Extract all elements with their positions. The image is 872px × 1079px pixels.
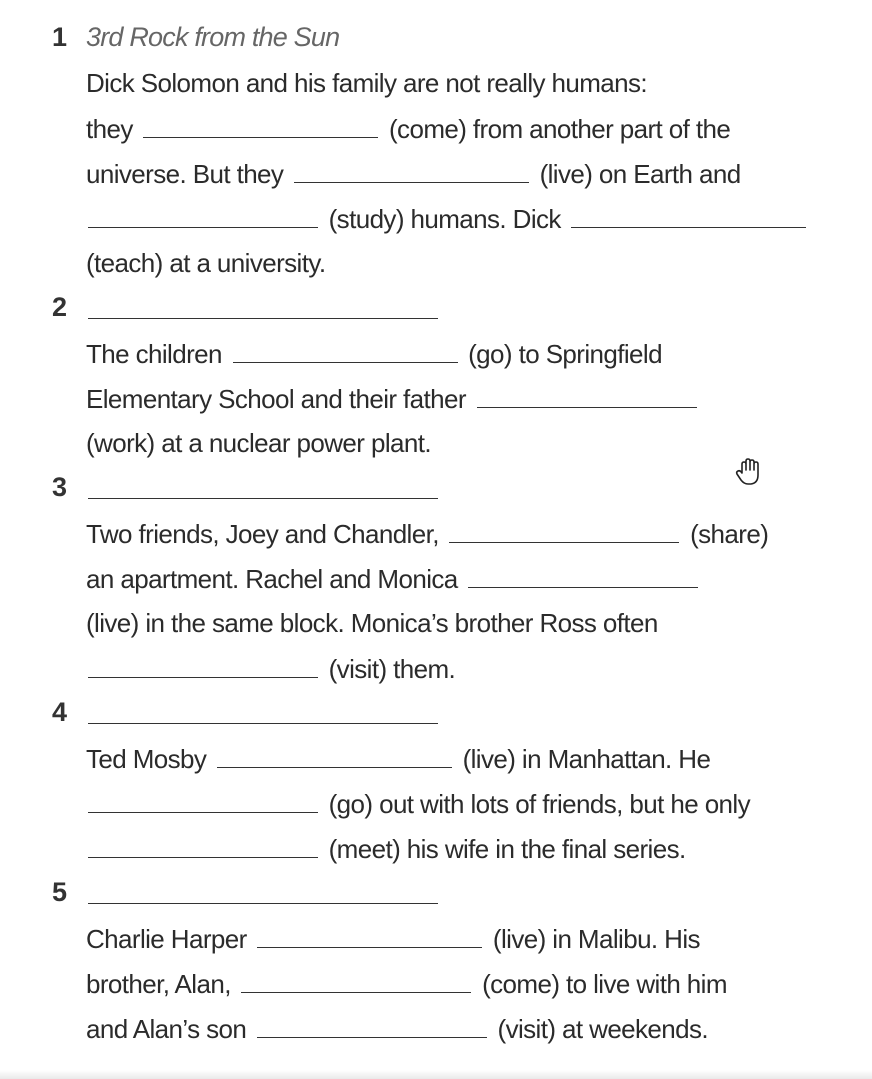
text-line — [86, 1011, 708, 1046]
hand-pointer-icon — [733, 456, 767, 490]
text-segment: and Alan’s son — [86, 1014, 253, 1044]
text-segment: (live) in Manhattan. He — [455, 744, 711, 774]
text-segment: (live) on Earth and — [532, 159, 741, 189]
answer-blank[interactable] — [217, 741, 452, 768]
item-number: 3 — [52, 472, 67, 502]
text-segment: Two friends, Joey and Chandler, — [86, 519, 446, 549]
item-number: 5 — [52, 877, 67, 907]
item-number: 1 — [52, 22, 67, 52]
answer-blank[interactable] — [88, 201, 318, 228]
text-segment: (live) in Malibu. His — [486, 924, 700, 954]
text-line — [86, 336, 662, 371]
title-answer-blank[interactable] — [88, 318, 438, 319]
text-segment: Ted Mosby — [86, 744, 213, 774]
text-line — [86, 66, 647, 100]
text-segment: (come) to live with him — [475, 969, 727, 999]
text-segment: (go) to Springfield — [461, 339, 662, 369]
answer-blank[interactable] — [88, 831, 318, 858]
text-line — [86, 111, 730, 146]
text-line — [86, 156, 741, 191]
text-line — [86, 651, 455, 686]
text-line — [86, 921, 700, 956]
text-segment: (meet) his wife in the final series. — [322, 834, 686, 864]
text-segment: universe. But they — [86, 159, 290, 189]
text-line — [86, 426, 431, 460]
text-segment: (work) at a nuclear power plant. — [86, 428, 431, 458]
text-line — [86, 786, 750, 821]
text-segment: Elementary School and their father — [86, 384, 473, 414]
answer-blank[interactable] — [241, 966, 471, 993]
text-segment: (come) from another part of the — [382, 114, 731, 144]
text-segment: (study) humans. Dick — [322, 204, 568, 234]
text-line — [86, 741, 710, 776]
text-line — [86, 246, 325, 280]
text-segment: (visit) at weekends. — [490, 1014, 709, 1044]
text-line — [86, 966, 727, 1001]
text-segment: (visit) them. — [322, 654, 456, 684]
answer-blank[interactable] — [468, 561, 698, 588]
item-number: 4 — [52, 697, 67, 727]
page-bottom-edge — [0, 1070, 872, 1079]
text-segment: an apartment. Rachel and Monica — [86, 564, 465, 594]
text-line — [86, 831, 686, 866]
text-line — [86, 516, 768, 551]
item-number: 2 — [52, 292, 67, 322]
answer-blank[interactable] — [257, 921, 482, 948]
answer-blank[interactable] — [88, 651, 318, 678]
text-line — [86, 381, 701, 416]
title-answer-blank[interactable] — [88, 903, 438, 904]
text-line — [86, 561, 702, 596]
answer-blank[interactable] — [233, 336, 458, 363]
text-segment: (share) — [683, 519, 769, 549]
text-segment: (live) in the same block. Monica’s brother Ross often — [86, 608, 658, 638]
answer-blank[interactable] — [477, 381, 697, 408]
text-segment: Charlie Harper — [86, 924, 254, 954]
text-line — [86, 606, 658, 640]
title-answer-blank[interactable] — [88, 498, 438, 499]
text-segment: brother, Alan, — [86, 969, 238, 999]
answer-blank[interactable] — [143, 111, 378, 138]
text-segment: they — [86, 114, 140, 144]
answer-blank[interactable] — [571, 201, 806, 228]
answer-blank[interactable] — [88, 786, 318, 813]
item-title: 3rd Rock from the Sun — [86, 22, 340, 52]
title-answer-blank[interactable] — [88, 723, 438, 724]
text-segment: The children — [86, 339, 229, 369]
answer-blank[interactable] — [294, 156, 529, 183]
text-segment: (go) out with lots of friends, but he only — [322, 789, 750, 819]
answer-blank[interactable] — [449, 516, 679, 543]
answer-blank[interactable] — [257, 1011, 487, 1038]
text-segment: Dick Solomon and his family are not really humans: — [86, 68, 648, 98]
text-line — [86, 201, 810, 236]
text-segment: (teach) at a university. — [86, 248, 326, 278]
